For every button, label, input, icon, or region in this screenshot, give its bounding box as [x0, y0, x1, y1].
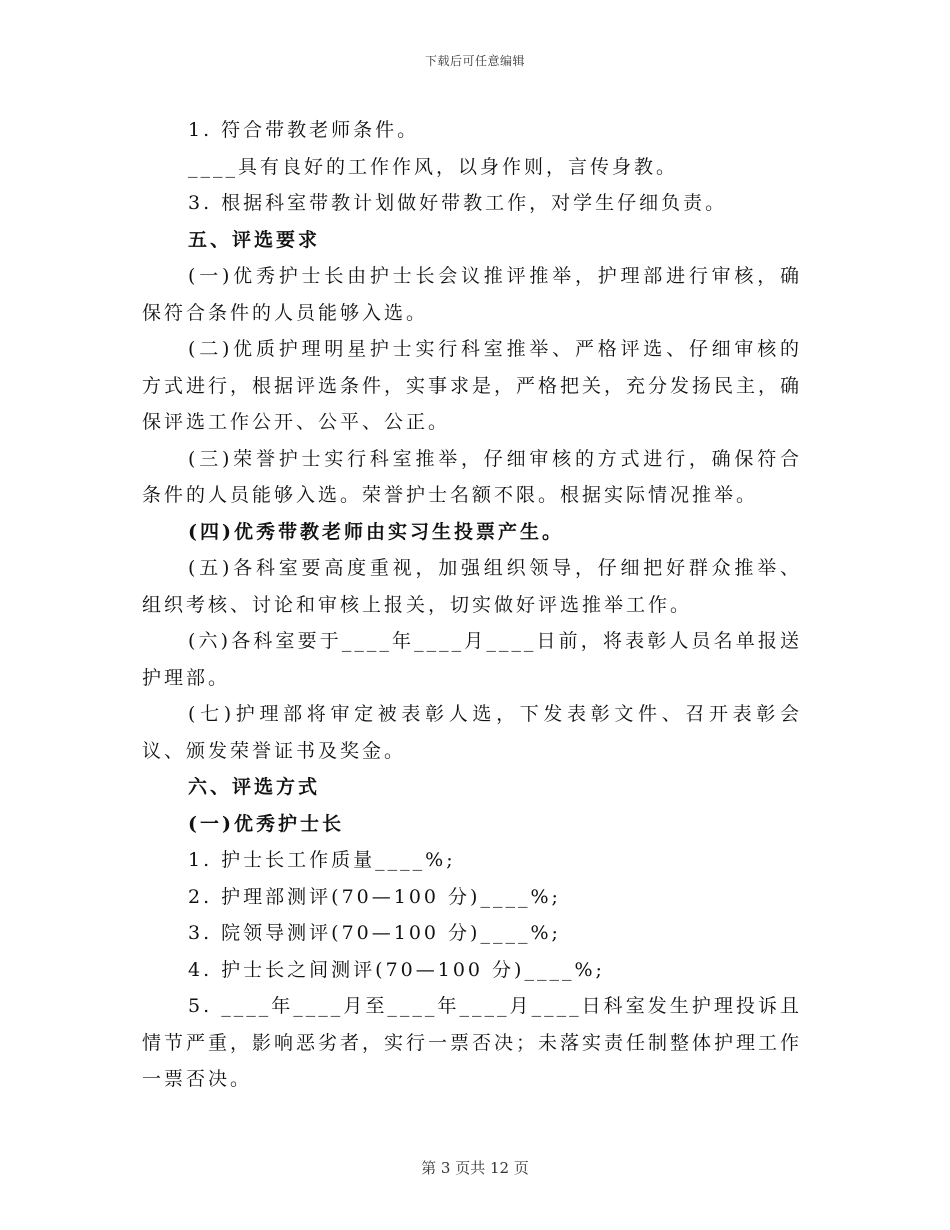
list-item: 2. 护理部测评(70—100 分)____%; [188, 885, 561, 908]
paragraph: (一)优秀护士长由护士长会议推评推举，护理部进行审核，确保符合条件的人员能够入选。 [142, 265, 802, 324]
section-heading: 五、评选要求 [188, 228, 321, 251]
paragraph: 1. 符合带教老师条件。 [188, 119, 420, 141]
paragraph: ____具有良好的工作作风，以身作则，言传身教。 [188, 155, 679, 178]
paragraph: (七)护理部将审定被表彰人选，下发表彰文件、召开表彰会议、颁发荣誉证书及奖金。 [142, 703, 802, 762]
paragraph: (三)荣誉护士实行科室推举，仔细审核的方式进行，确保符合条件的人员能够入选。荣誉护士名额不限。根据实际情况推举。 [142, 447, 802, 506]
paragraph: (五)各科室要高度重视，加强组织领导，仔细把好群众推举、组织考核、讨论和审核上报关，切实做好评选推举工作。 [142, 557, 802, 616]
paragraph: 3. 根据科室带教计划做好带教工作，对学生仔细负责。 [188, 192, 728, 214]
document-body [142, 112, 802, 1098]
list-item: 3. 院领导测评(70—100 分)____%; [188, 922, 561, 944]
list-item: 5. ____年____月至____年____月____日科室发生护理投诉且情节严重，影响恶劣者，实行一票否决；未落实责任制整体护理工作一票否决。 [142, 995, 803, 1090]
list-item: 1. 护士长工作质量____%; [188, 849, 456, 871]
section-heading: 六、评选方式 [188, 776, 321, 798]
subsection-heading: (一)优秀护士长 [188, 812, 344, 835]
list-item: 4. 护士长之间测评(70—100 分)____%; [188, 958, 605, 981]
paragraph: (二)优质护理明星护士实行科室推举、严格评选、仔细审核的方式进行，根据评选条件，实事求是，严格把关，充分发扬民主，确保评选工作公开、公平、公正。 [142, 338, 803, 433]
page-header: 下载后可任意编辑 [424, 54, 525, 68]
page-footer: 第 3 页共 12 页 [421, 1159, 529, 1177]
paragraph: (六)各科室要于____年____月____日前，将表彰人员名单报送护理部。 [142, 630, 802, 689]
paragraph-bold: (四)优秀带教老师由实习生投票产生。 [188, 520, 564, 543]
